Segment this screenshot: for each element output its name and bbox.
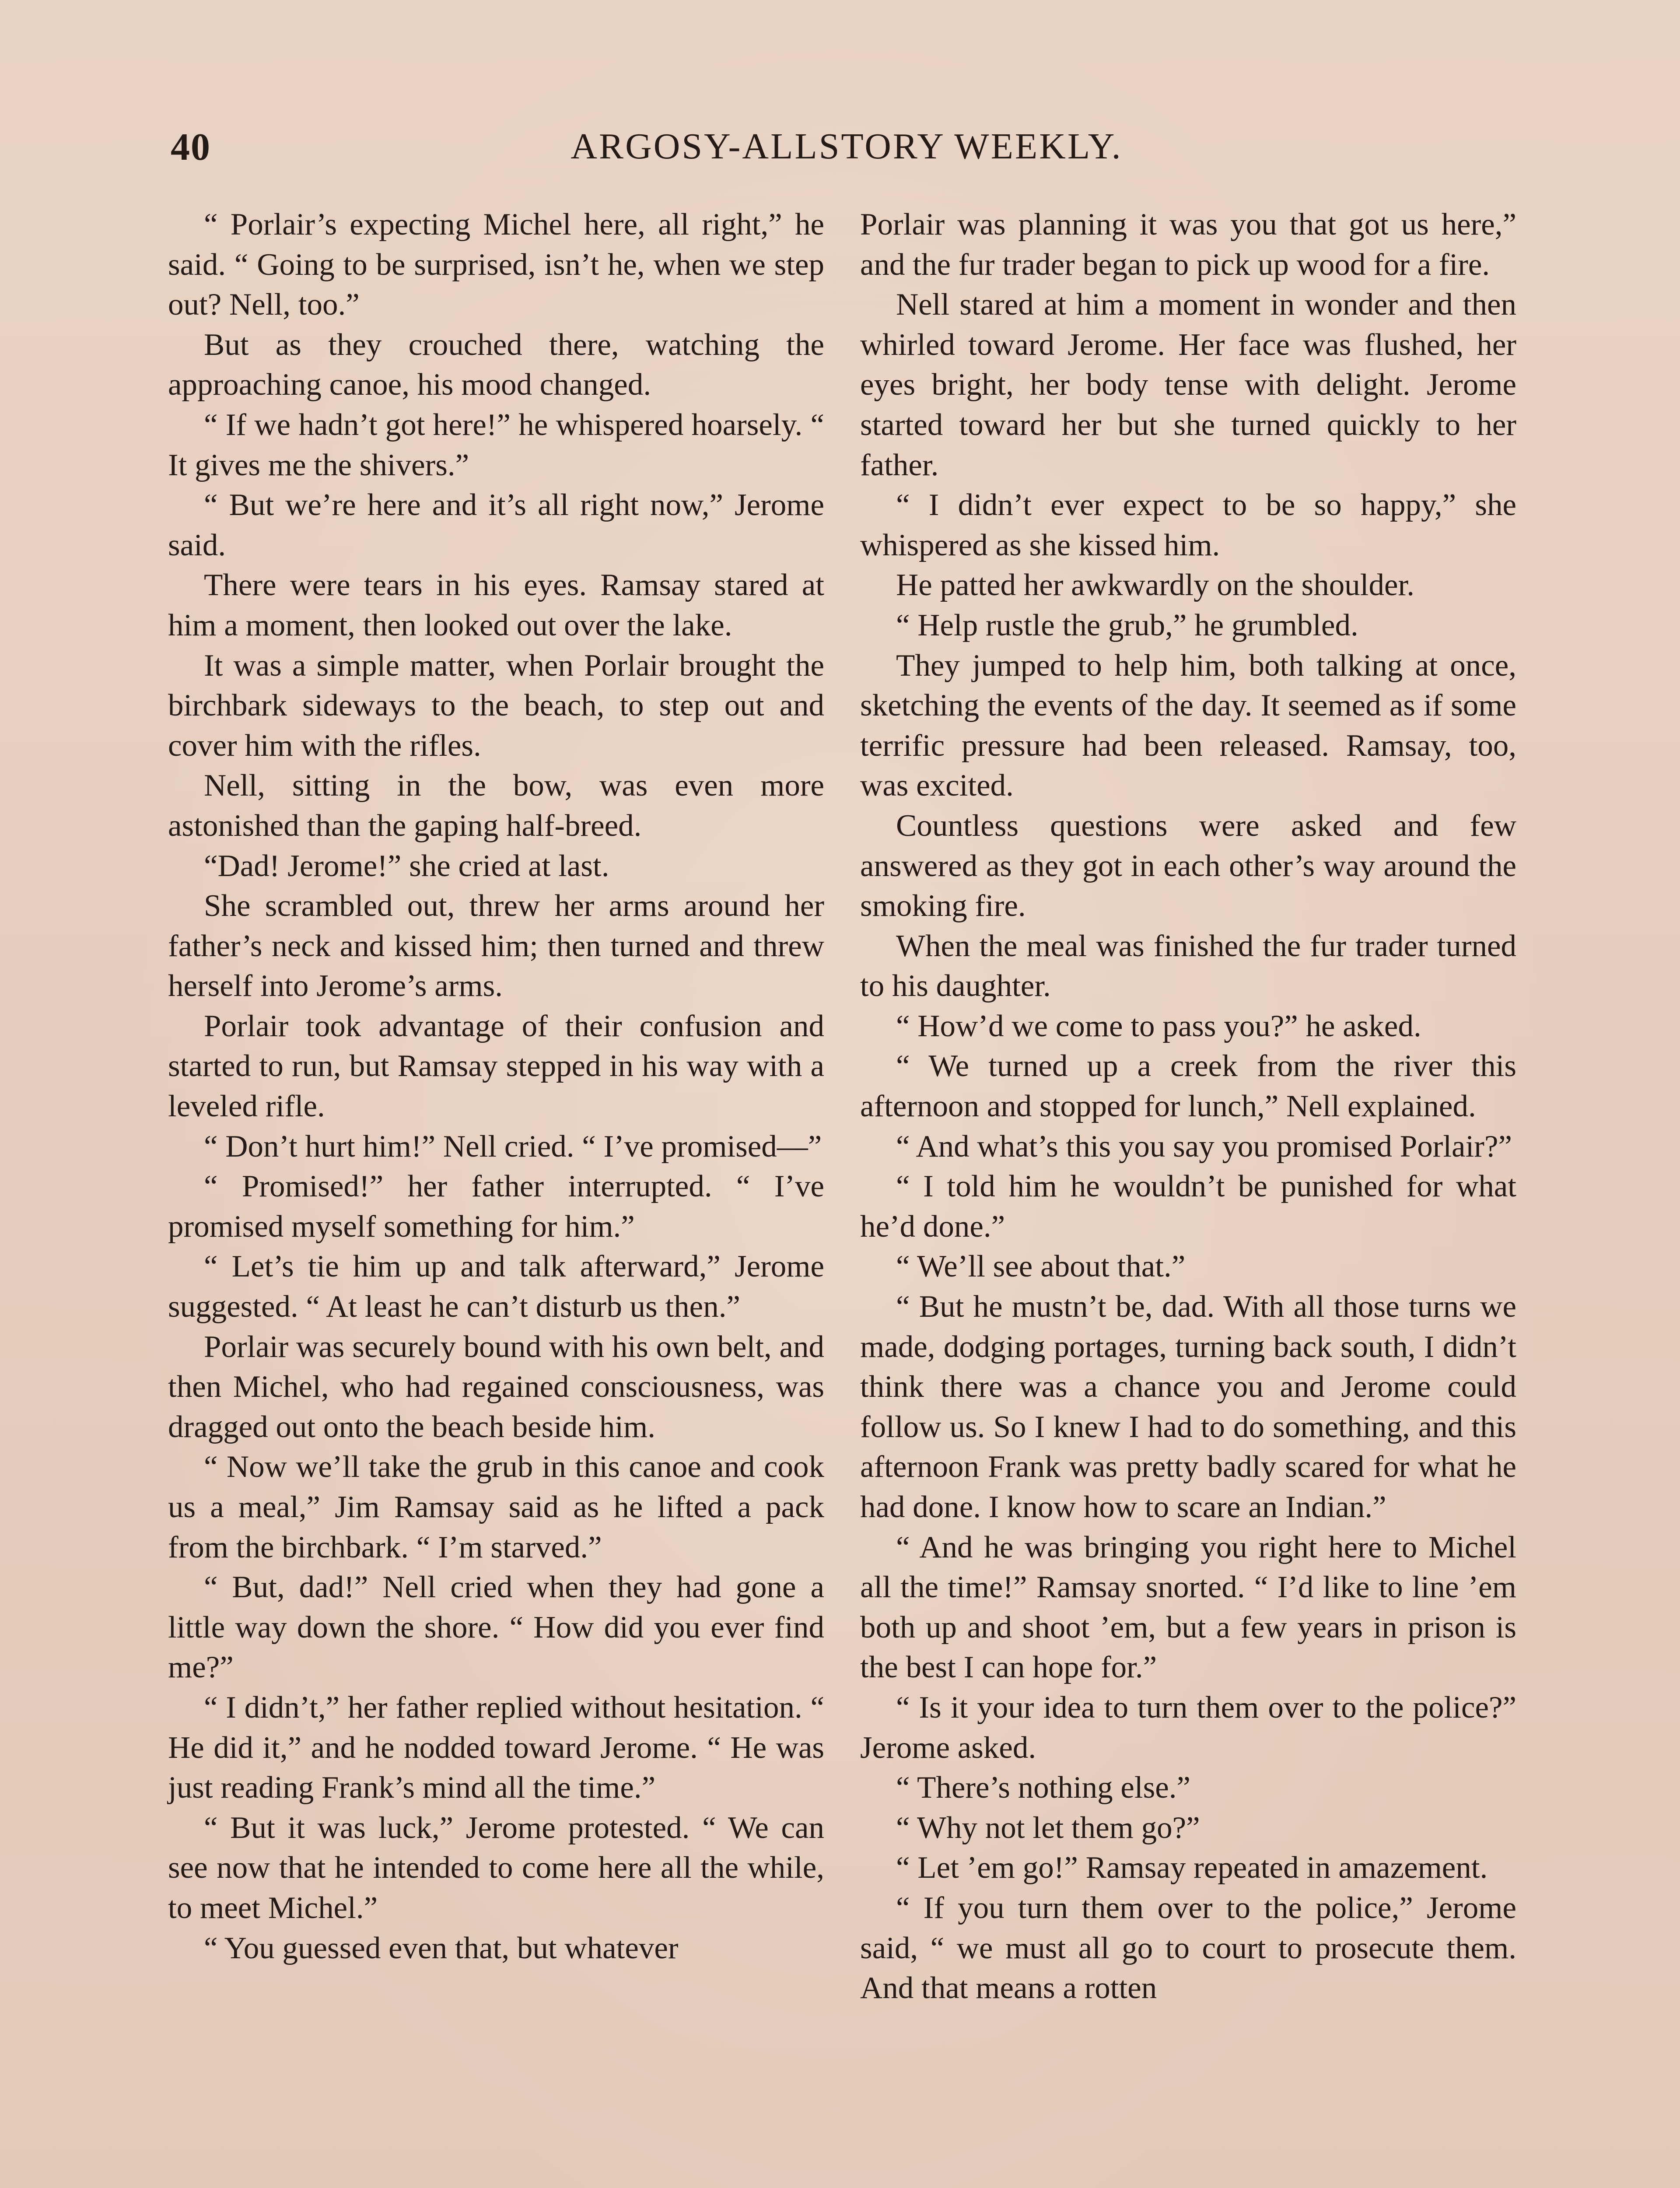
paragraph: “ Don’t hurt him!” Nell cried. “ I’ve promised—” [204,1129,822,1164]
paragraph: When the meal was finished the fur trader turned to his daughter. [860,929,1516,1003]
paragraph: “ If we hadn’t got here!” he whispered hoarsely. “ It gives me the shivers.” [168,407,824,482]
paragraph: She scrambled out, threw her arms around her father’s neck and kissed him; then turned and threw herself into Jerome’s arms. [168,889,824,1003]
paragraph: “ I told him he wouldn’t be punished for what he’d done.” [860,1169,1516,1244]
paragraph: “ But, dad!” Nell cried when they had gone a little way down the shore. “ How did you ever find me?” [168,1570,824,1685]
paragraph: “ You guessed even that, but whatever [204,1931,679,1965]
paragraph: “ And what’s this you say you promised Porlair?” [896,1129,1512,1164]
paragraph: “ Let’s tie him up and talk afterward,” Jerome suggested. “ At least he can’t disturb us then.” [168,1249,824,1324]
paragraph: “ We’ll see about that.” [896,1249,1186,1284]
paragraph: “ But we’re here and it’s all right now,” Jerome said. [168,488,824,562]
paragraph: Porlair was planning it was you that got us here,” and the fur trader began to pick up wood for a fire. [860,207,1516,282]
page-number: 40 [171,126,211,168]
right-text-column [860,205,1516,2009]
paragraph: “ We turned up a creek from the river this afternoon and stopped for lunch,” Nell explained. [860,1049,1516,1124]
paragraph: “ But he mustn’t be, dad. With all those turns we made, dodging portages, turning back south, I didn’t think there was a chance you and Jerome could follow us. So I knew I had to do something, and this afternoon Frank was pretty badly scared for what he had done. I know how to scare an Indian.” [860,1290,1516,1524]
paragraph: “ Now we’ll take the grub in this canoe and cook us a meal,” Jim Ramsay said as he lifted a pack from the birchbark. “ I’m starved.” [168,1450,824,1564]
paragraph: Porlair took advantage of their confusion and started to run, but Ramsay stepped in his way with a leveled rifle. [168,1009,824,1124]
paragraph: “ But it was luck,” Jerome protested. “ We can see now that he intended to come here all the while, to meet Michel.” [168,1810,824,1925]
paragraph: “ Promised!” her father interrupted. “ I’ve promised myself something for him.” [168,1169,824,1244]
paragraph: Nell, sitting in the bow, was even more astonished than the gaping half-breed. [168,768,824,843]
paragraph: There were tears in his eyes. Ramsay stared at him a moment, then looked out over the lake. [168,568,824,642]
paragraph: Nell stared at him a moment in wonder and then whirled toward Jerome. Her face was flushed, her eyes bright, her body tense with delight. Jerome started toward her but she turned quickly to her father. [860,288,1516,482]
paragraph: “ I didn’t,” her father replied without hesitation. “ He did it,” and he nodded toward Jerome. “ He was just reading Frank’s mind all the time.” [168,1690,824,1805]
paragraph: “ Is it your idea to turn them over to the police?” Jerome asked. [860,1690,1516,1765]
paragraph: “ If you turn them over to the police,” Jerome said, “ we must all go to court to prosecute them. And that means a rotten [860,1890,1516,2006]
paragraph: “ Let ’em go!” Ramsay repeated in amazement. [896,1851,1488,1885]
running-head: ARGOSY-ALLSTORY WEEKLY. [570,126,1123,167]
paragraph: They jumped to help him, both talking at once, sketching the events of the day. It seemed as if some terrific pressure had been released. Ramsay, too, was excited. [860,648,1516,803]
paragraph: “Dad! Jerome!” she cried at last. [204,849,609,883]
paragraph: Countless questions were asked and few answered as they got in each other’s way around the smoking fire. [860,808,1516,923]
paragraph: “ There’s nothing else.” [896,1771,1190,1805]
paragraph: “ Porlair’s expecting Michel here, all right,” he said. “ Going to be surprised, isn’t he, when we step out? Nell, too.” [168,207,824,322]
paragraph: It was a simple matter, when Porlair brought the birchbark sideways to the beach, to step out and cover him with the rifles. [168,648,824,763]
paragraph: “ I didn’t ever expect to be so happy,” she whispered as she kissed him. [860,488,1516,562]
paragraph: “ Why not let them go?” [896,1810,1200,1845]
left-text-column [168,205,824,1968]
page-header [171,125,1522,173]
paragraph: “ Help rustle the grub,” he grumbled. [896,608,1358,642]
paragraph: But as they crouched there, watching the approaching canoe, his mood changed. [168,327,824,402]
paragraph: “ How’d we come to pass you?” he asked. [896,1009,1421,1043]
paragraph: Porlair was securely bound with his own belt, and then Michel, who had regained consciousness, was dragged out onto the beach beside him. [168,1329,824,1444]
paragraph: He patted her awkwardly on the shoulder. [896,568,1414,603]
paragraph: “ And he was bringing you right here to Michel all the time!” Ramsay snorted. “ I’d like to line ’em both up and shoot ’em, but a few years in prison is the best I can hope for.” [860,1530,1516,1685]
